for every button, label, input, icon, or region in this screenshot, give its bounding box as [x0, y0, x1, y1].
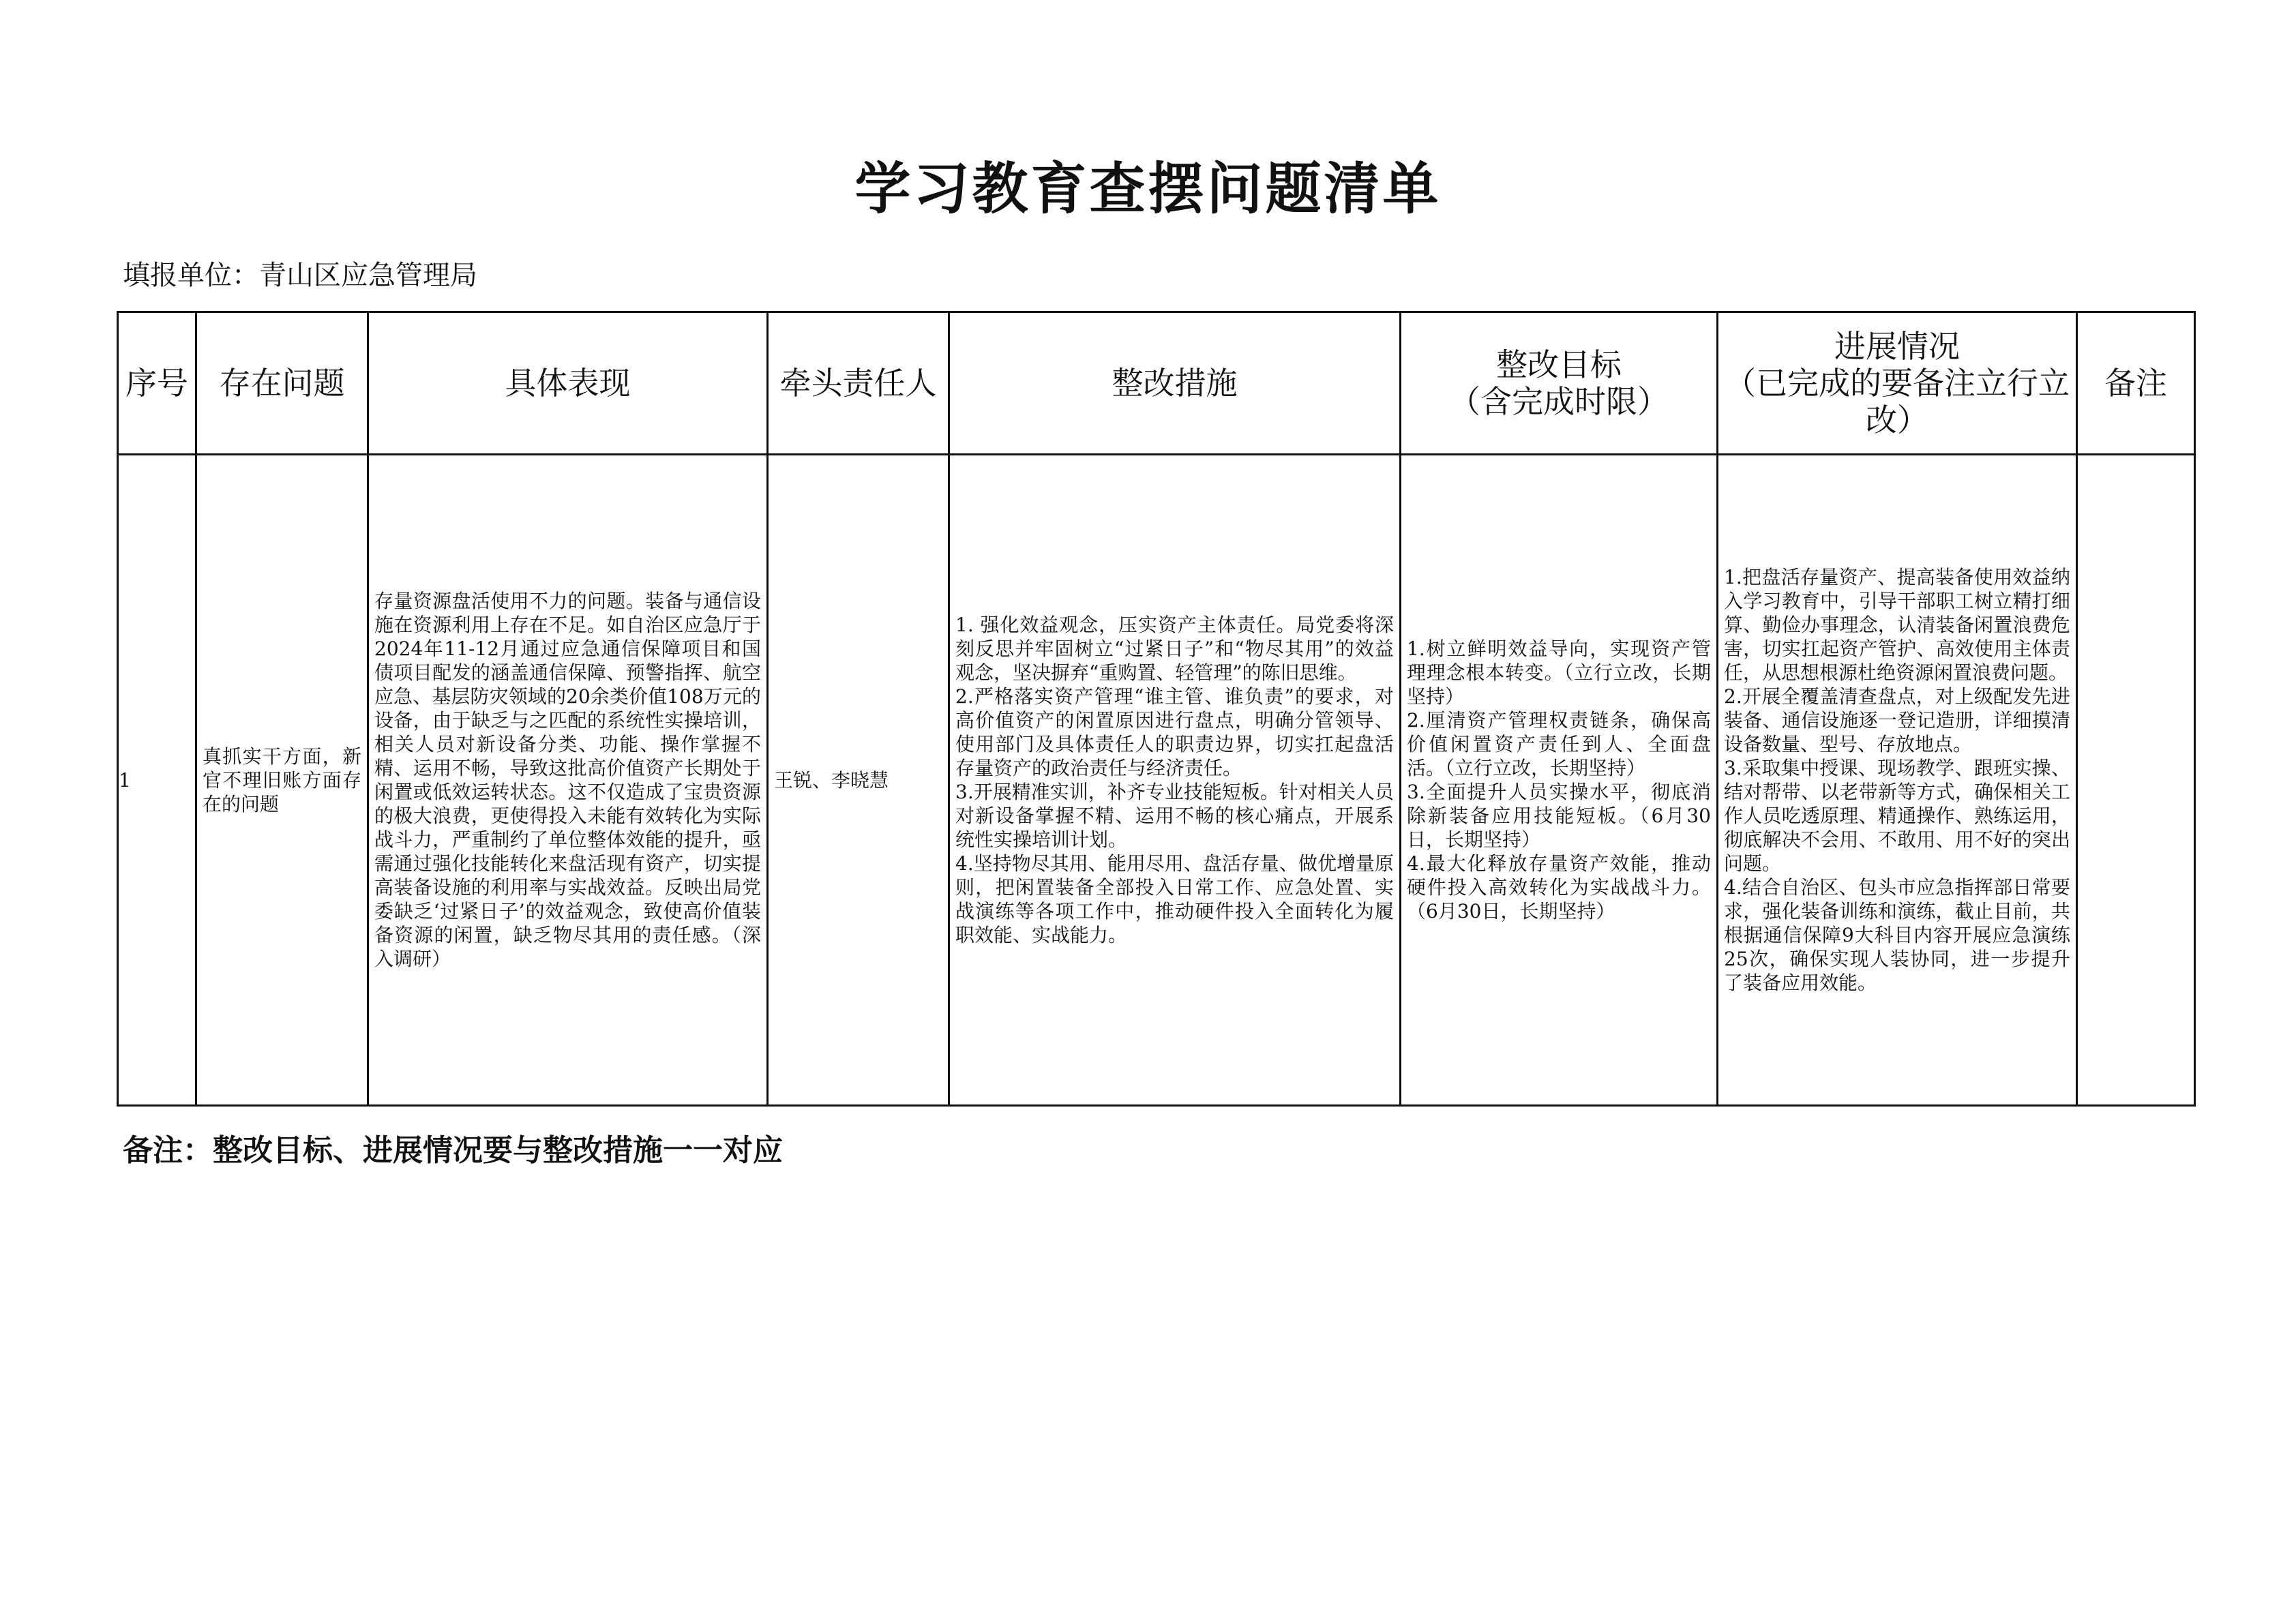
- header-detail: 具体表现: [368, 312, 768, 455]
- header-progress-line2: （已完成的要备注立行立改）: [1725, 365, 2070, 438]
- cell-person: [768, 455, 949, 1106]
- cell-progress: [1718, 455, 2077, 1106]
- cell-measure: [949, 455, 1401, 1106]
- header-goal-line1: 整改目标: [1496, 346, 1622, 383]
- reporting-unit: 填报单位：青山区应急管理局: [123, 260, 477, 291]
- cell-goal: [1401, 455, 1718, 1106]
- page-title: 学习教育查摆问题清单: [854, 156, 1442, 222]
- cell-person-text: 王锐、李晓慧: [774, 768, 889, 792]
- header-progress-line1: 进展情况: [1834, 328, 1960, 365]
- cell-remark: [2077, 455, 2195, 1106]
- cell-no: 1: [118, 455, 196, 1106]
- header-goal: [1401, 312, 1718, 455]
- cell-issue: [196, 455, 368, 1106]
- table-row: [118, 455, 2195, 1106]
- header-no: 序号: [118, 312, 196, 455]
- header-remark: 备注: [2077, 312, 2195, 455]
- header-person: 牵头责任人: [768, 312, 949, 455]
- footer-note: 备注：整改目标、进展情况要与整改措施一一对应: [123, 1133, 783, 1168]
- cell-measure-text: 1. 强化效益观念，压实资产主体责任。局党委将深刻反思并牢固树立“过紧日子”和“物尽其用”的效益观念，坚决摒弃“重购置、轻管理”的陈旧思维。 2.严格落实资产管理“谁主管、谁负责”的要求，对高价值资产的闲置原因进行盘点，明确分管领导、使用部门及具体责任人的职责边界，切实扛起盘活存量资产的政治责任与经济责任。 3.开展精准实训，补齐专业技能短板。针对相关人员对新设备掌握不精、运用不畅的核心痛点，开展系统性实操培训计划。 4.坚持物尽其用、能用尽用、盘活存量、做优增量原则，把闲置装备全部投入日常工作、应急处置、实战演练等各项工作中，推动硬件投入全面转化为履职效能、实战能力。: [955, 614, 1394, 946]
- cell-progress-text: 1.把盘活存量资产、提高装备使用效益纳入学习教育中，引导干部职工树立精打细算、勤俭办事理念，认清装备闲置浪费危害，切实扛起资产管护、高效使用主体责任，从思想根源杜绝资源闲置浪费问题。 2.开展全覆盖清查盘点，对上级配发先进装备、通信设施逐一登记造册，详细摸清设备数量、型号、存放地点。 3.采取集中授课、现场教学、跟班实操、结对帮带、以老带新等方式，确保相关工作人员吃透原理、精通操作、熟练运用，彻底解决不会用、不敢用、用不好的突出问题。 4.结合自治区、包头市应急指挥部日常要求，强化装备训练和演练，截止目前，共根据通信保障9大科目内容开展应急演练25次，确保实现人装协同，进一步提升了装备应用效能。: [1724, 566, 2070, 994]
- table-header-row: [118, 312, 2195, 455]
- cell-detail: [368, 455, 768, 1106]
- header-progress: [1718, 312, 2077, 455]
- cell-detail-text: 存量资源盘活使用不力的问题。装备与通信设施在资源利用上存在不足。如自治区应急厅于2024年11-12月通过应急通信保障项目和国债项目配发的涵盖通信保障、预警指挥、航空应急、基层防灾领域的20余类价值108万元的设备，由于缺乏与之匹配的系统性实操培训，相关人员对新设备分类、功能、操作掌握不精、运用不畅，导致这批高价值资产长期处于闲置或低效运转状态。这不仅造成了宝贵资源的极大浪费，更使得投入未能有效转化为实际战斗力，严重制约了单位整体效能的提升，亟需通过强化技能转化来盘活现有资产，切实提高装备设施的利用率与实战效益。反映出局党委缺乏‘过紧日子’的效益观念，致使高价值装备资源的闲置，缺乏物尽其用的责任感。（深入调研）: [374, 590, 761, 970]
- cell-goal-text: 1.树立鲜明效益导向，实现资产管理理念根本转变。（立行立改，长期坚持） 2.厘清资产管理权责链条，确保高价值闲置资产责任到人、全面盘活。（立行立改，长期坚持） 3.全面提升人员实操水平，彻底消除新装备应用技能短板。（6月30日，长期坚持） 4.最大化释放存量资产效能，推动硬件投入高效转化为实战战斗力。（6月30日，长期坚持）: [1407, 637, 1711, 922]
- header-goal-line2: （含完成时限）: [1449, 383, 1669, 420]
- cell-issue-text: 真抓实干方面，新官不理旧账方面存在的问题: [203, 745, 361, 815]
- header-issue: 存在问题: [196, 312, 368, 455]
- header-measure: 整改措施: [949, 312, 1401, 455]
- issue-table: [117, 311, 2196, 1107]
